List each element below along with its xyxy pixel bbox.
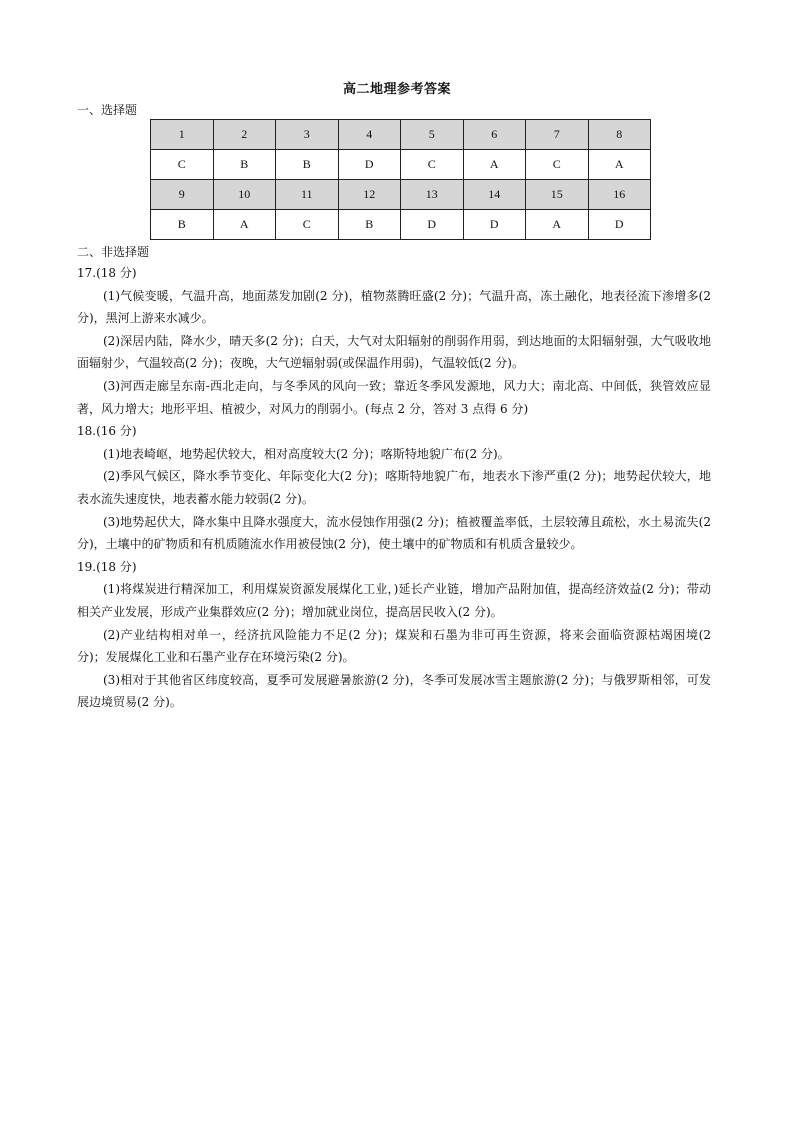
table-cell: D <box>401 210 464 240</box>
table-cell: 16 <box>588 180 651 210</box>
table-cell: 11 <box>276 180 339 210</box>
answer-paragraph: (3)相对于其他省区纬度较高，夏季可发展避暑旅游(2 分)，冬季可发展冰雪主题旅游(2 分)；与俄罗斯相邻，可发展边境贸易(2 分)。 <box>77 672 711 710</box>
question-heading-18: 18.(16 分) <box>77 424 137 439</box>
answer-paragraph: (1)气候变暖，气温升高，地面蒸发加剧(2 分)，植物蒸腾旺盛(2 分)；气温升高，冻土融化，地表径流下渗增多(2 分)，黑河上游来水减少。 <box>77 288 711 326</box>
answer-paragraph: (2)产业结构相对单一，经济抗风险能力不足(2 分)；煤炭和石墨为非可再生资源，将来会面临资源枯竭困境(2 分)；发展煤化工业和石墨产业存在环境污染(2 分)。 <box>77 627 711 665</box>
table-row-answers <box>151 210 651 240</box>
table-cell: A <box>588 150 651 180</box>
answer-paragraph: (1)地表崎岖，地势起伏较大，相对高度较大(2 分)；喀斯特地貌广布(2 分)。 <box>103 446 510 461</box>
table-row-question-numbers <box>151 180 651 210</box>
table-cell: C <box>401 150 464 180</box>
table-cell: 5 <box>401 120 464 150</box>
table-cell: 12 <box>338 180 401 210</box>
answer-paragraph: (2)季风气候区，降水季节变化、年际变化大(2 分)；喀斯特地貌广布，地表水下渗严重(2 分)；地势起伏较大，地表水流失速度快，地表蓄水能力较弱(2 分)。 <box>77 469 711 506</box>
section-heading-non-multiple-choice: 二、非选择题 <box>77 245 150 259</box>
table-cell: C <box>276 210 339 240</box>
table-cell: 14 <box>463 180 526 210</box>
answer-paragraph: (3)地势起伏大，降水集中且降水强度大，流水侵蚀作用强(2 分)；植被覆盖率低，土层较薄且疏松，水土易流失(2 分)，土壤中的矿物质和有机质随流水作用被侵蚀(2 分)，使土壤中的矿物质和有机质含量较少。 <box>77 514 711 552</box>
table-cell: D <box>338 150 401 180</box>
table-cell: B <box>213 150 276 180</box>
document-title: 高二地理参考答案 <box>342 82 451 97</box>
table-cell: C <box>526 150 589 180</box>
table-cell: A <box>213 210 276 240</box>
table-cell: 15 <box>526 180 589 210</box>
answer-paragraph: (3)河西走廊呈东南-西北走向，与冬季风的风向一致；靠近冬季风发源地，风力大；南北高、中间低，狭管效应显著，风力增大；地形平坦、植被少，对风力的削弱小。(每点 2 分，答对 3 点得 6 分) <box>77 378 711 416</box>
answer-paragraph: (2)深居内陆，降水少，晴天多(2 分)；白天，大气对太阳辐射的削弱作用弱，到达地面的太阳辐射强，大气吸收地面辐射少，气温较高(2 分)；夜晚，大气逆辐射弱(或保温作用弱)，气温较低(2 分)。 <box>77 333 711 371</box>
table-row-question-numbers <box>151 120 651 150</box>
section-heading-multiple-choice: 一、选择题 <box>77 103 138 117</box>
table-cell: 7 <box>526 120 589 150</box>
answer-paragraph: (1)将煤炭进行精深加工，利用煤炭资源发展煤化工业，)延长产业链，增加产品附加值，提高经济效益(2 分)；带动相关产业发展，形成产业集群效应(2 分)；增加就业岗位，提高居民收入(2 分)。 <box>77 582 711 619</box>
table-cell: 13 <box>401 180 464 210</box>
table-cell: B <box>338 210 401 240</box>
table-cell: 4 <box>338 120 401 150</box>
answer-table <box>150 119 651 240</box>
answer-body <box>77 262 711 714</box>
table-cell: C <box>151 150 214 180</box>
table-cell: B <box>276 150 339 180</box>
table-cell: 6 <box>463 120 526 150</box>
table-cell: A <box>463 150 526 180</box>
table-cell: 1 <box>151 120 214 150</box>
table-cell: 2 <box>213 120 276 150</box>
table-cell: 8 <box>588 120 651 150</box>
question-heading-19: 19.(18 分) <box>77 559 137 574</box>
table-cell: 3 <box>276 120 339 150</box>
table-cell: 10 <box>213 180 276 210</box>
table-row-answers <box>151 150 651 180</box>
table-cell: 9 <box>151 180 214 210</box>
question-heading-17: 17.(18 分) <box>77 266 137 280</box>
table-cell: A <box>526 210 589 240</box>
table-cell: D <box>588 210 651 240</box>
table-cell: D <box>463 210 526 240</box>
table-cell: B <box>151 210 214 240</box>
